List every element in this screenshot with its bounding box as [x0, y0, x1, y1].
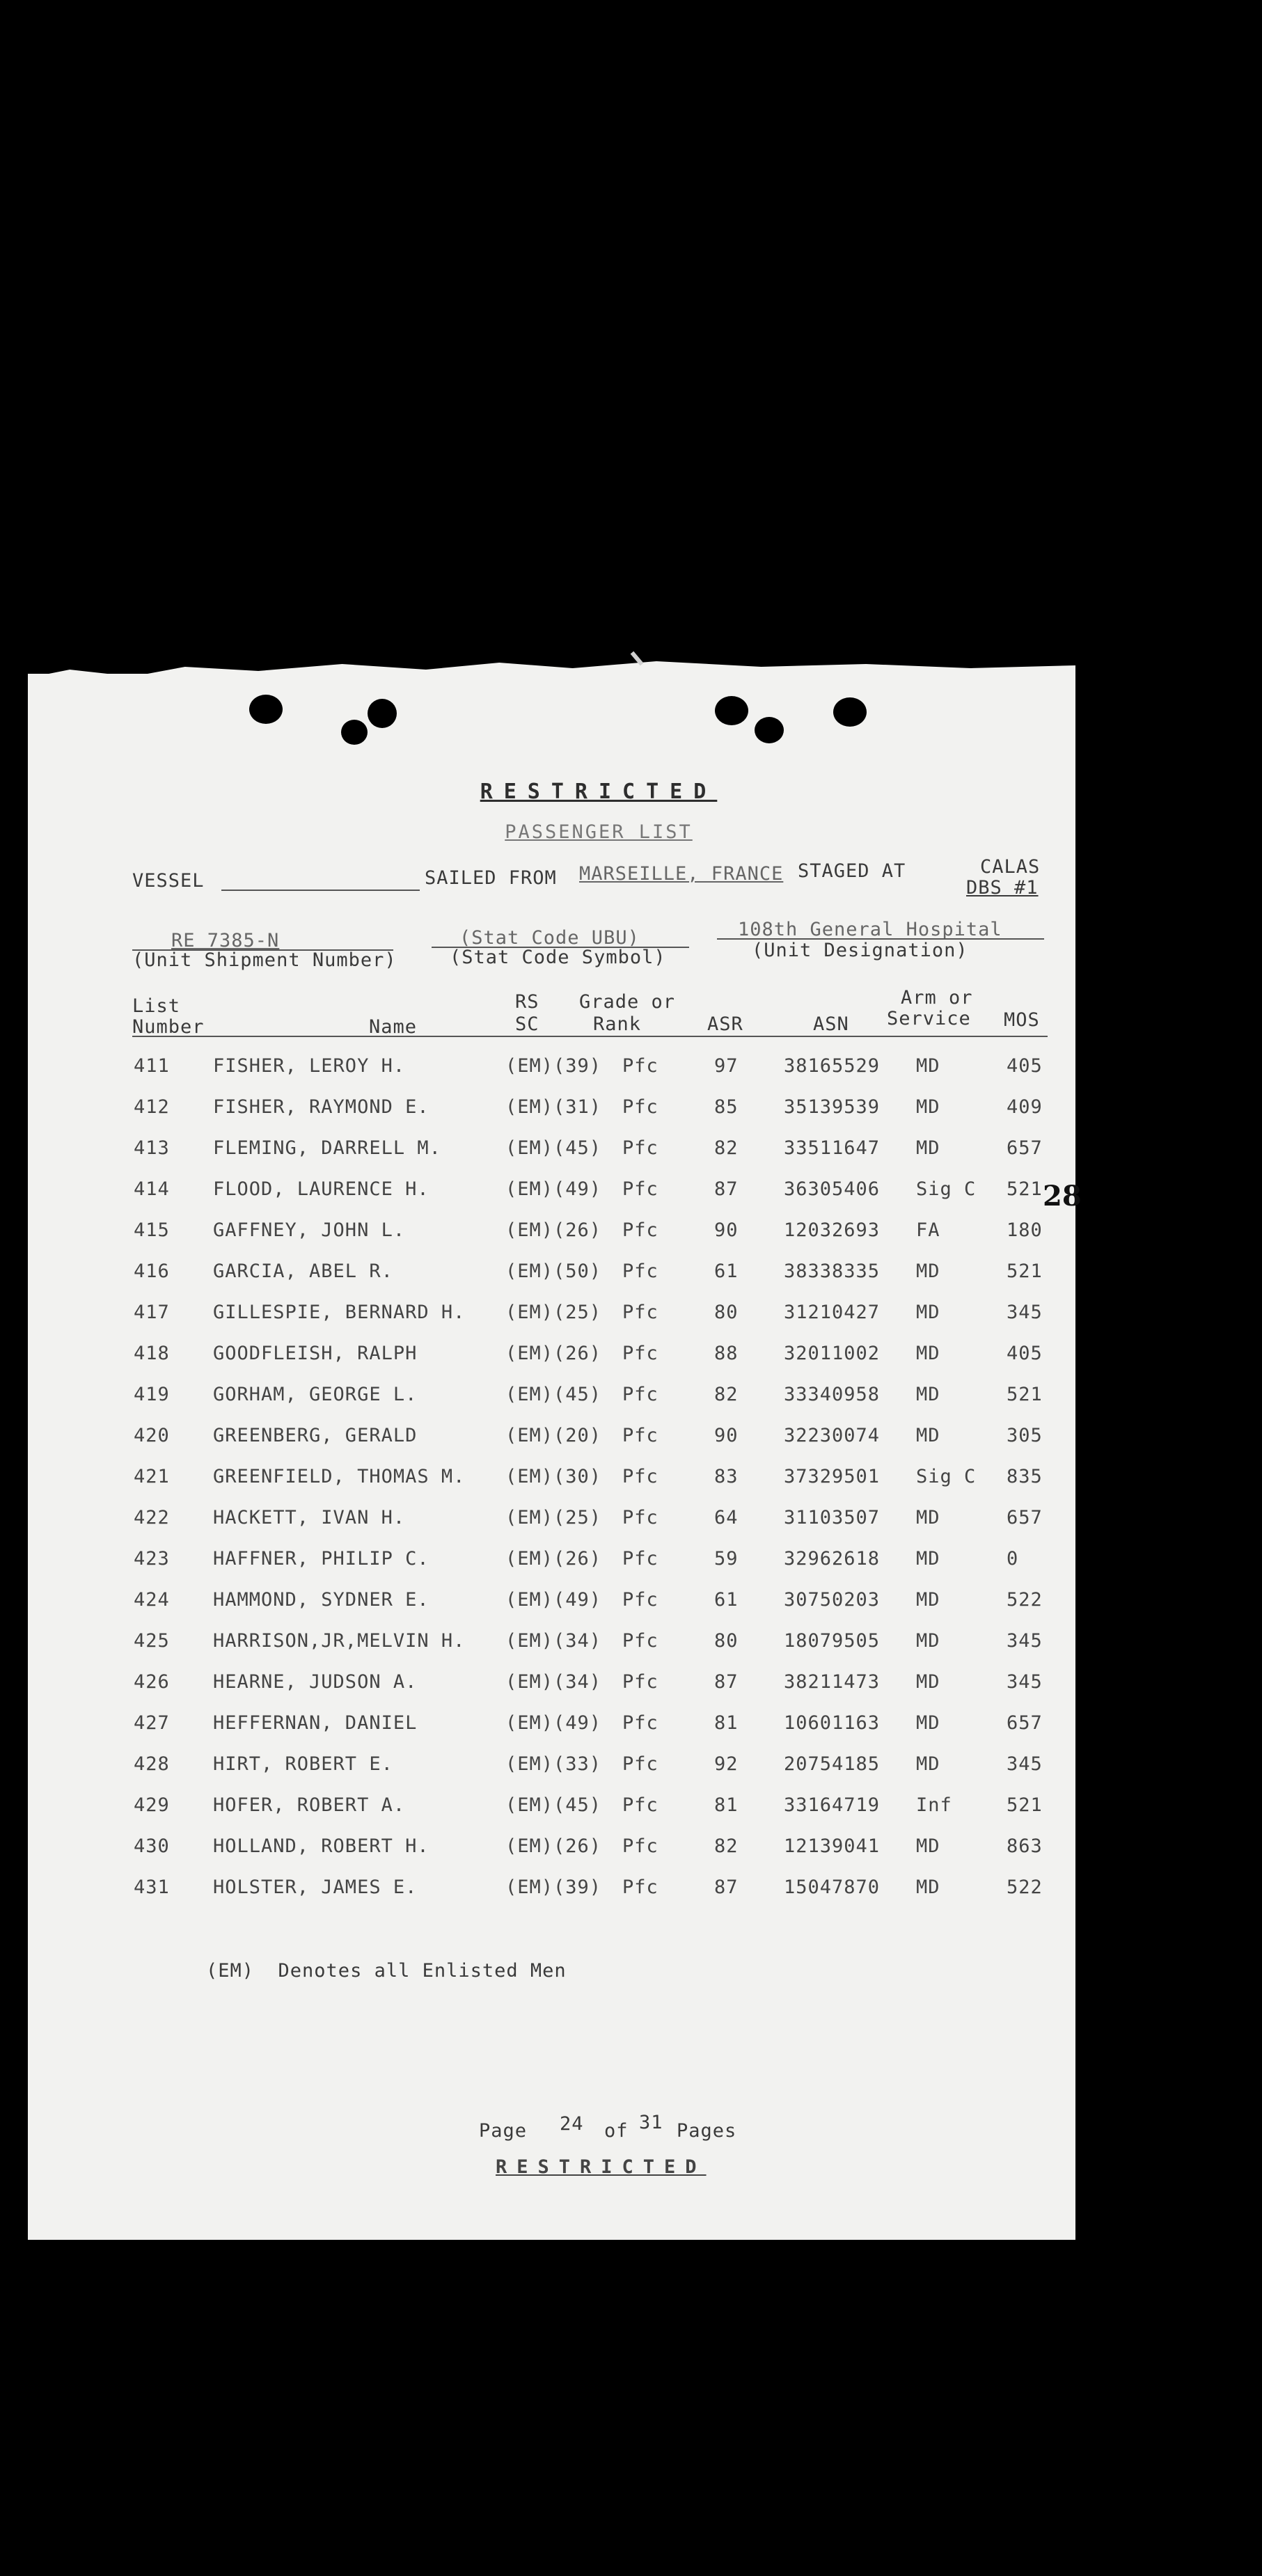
- list-number: 430: [134, 1835, 170, 1857]
- list-number: 414: [134, 1178, 170, 1200]
- table-row: [28, 1835, 1075, 1863]
- table-row: [28, 1384, 1075, 1412]
- list-number: 423: [134, 1548, 170, 1570]
- passenger-name: FISHER, LEROY H.: [213, 1055, 406, 1077]
- footer-restricted: RESTRICTED: [496, 2156, 707, 2178]
- rs-sc: (EM)(49): [505, 1589, 602, 1611]
- passenger-name: HAMMOND, SYDNER E.: [213, 1589, 429, 1611]
- mos: 345: [1007, 1753, 1043, 1775]
- grade: Pfc: [622, 1794, 658, 1816]
- staged-at-value-line2: DBS #1: [966, 877, 1039, 899]
- table-row: [28, 1096, 1075, 1124]
- asn: 10601163: [784, 1712, 881, 1734]
- passenger-name: GARCIA, ABEL R.: [213, 1261, 393, 1282]
- list-number: 419: [134, 1384, 170, 1405]
- asn: 15047870: [784, 1876, 881, 1898]
- list-number: 412: [134, 1096, 170, 1118]
- vessel-label: VESSEL: [132, 870, 205, 892]
- arm-service: MD: [916, 1589, 940, 1611]
- grade: Pfc: [622, 1712, 658, 1734]
- arm-service: FA: [916, 1219, 940, 1241]
- grade: Pfc: [622, 1671, 658, 1693]
- grade: Pfc: [622, 1261, 658, 1282]
- arm-service: MD: [916, 1712, 940, 1734]
- asn: 36305406: [784, 1178, 881, 1200]
- table-row: [28, 1794, 1075, 1822]
- arm-service: MD: [916, 1384, 940, 1405]
- list-number: 429: [134, 1794, 170, 1816]
- table-row: [28, 1055, 1075, 1083]
- rs-sc: (EM)(45): [505, 1794, 602, 1816]
- unit-shipment-number: RE 7385-N: [171, 930, 280, 951]
- arm-service: Sig C: [916, 1178, 977, 1200]
- arm-service: MD: [916, 1055, 940, 1077]
- page-number: 24: [560, 2113, 584, 2135]
- asr: 88: [714, 1343, 739, 1364]
- rs-sc: (EM)(45): [505, 1137, 602, 1159]
- passenger-name: FLEMING, DARRELL M.: [213, 1137, 441, 1159]
- punch-hole: [755, 717, 784, 743]
- list-number: 413: [134, 1137, 170, 1159]
- rs-sc: (EM)(34): [505, 1630, 602, 1652]
- mos: 405: [1007, 1055, 1043, 1077]
- rs-sc: (EM)(33): [505, 1753, 602, 1775]
- asn: 12139041: [784, 1835, 881, 1857]
- col-asn: ASN: [813, 1013, 849, 1035]
- mos: 409: [1007, 1096, 1043, 1118]
- arm-service: MD: [916, 1671, 940, 1693]
- grade: Pfc: [622, 1548, 658, 1570]
- punch-hole: [715, 696, 748, 725]
- mos: 405: [1007, 1343, 1043, 1364]
- asr: 61: [714, 1589, 739, 1611]
- asn: 12032693: [784, 1219, 881, 1241]
- asn: 32011002: [784, 1343, 881, 1364]
- list-number: 421: [134, 1466, 170, 1487]
- asn: 37329501: [784, 1466, 881, 1487]
- rs-sc: (EM)(26): [505, 1219, 602, 1241]
- arm-service: MD: [916, 1343, 940, 1364]
- rs-sc: (EM)(26): [505, 1835, 602, 1857]
- asr: 81: [714, 1712, 739, 1734]
- document-page: [28, 674, 1075, 2240]
- grade: Pfc: [622, 1343, 658, 1364]
- punch-hole: [249, 695, 283, 724]
- total-pages: 31: [639, 2112, 663, 2133]
- list-number: 428: [134, 1753, 170, 1775]
- mos: 521: [1007, 1384, 1043, 1405]
- rs-sc: (EM)(45): [505, 1384, 602, 1405]
- table-row: [28, 1753, 1075, 1781]
- staged-at-label: STAGED AT: [798, 860, 906, 882]
- asr: 92: [714, 1753, 739, 1775]
- stat-code: (Stat Code UBU): [459, 927, 640, 949]
- asr: 64: [714, 1507, 739, 1528]
- arm-service: MD: [916, 1137, 940, 1159]
- arm-service: MD: [916, 1507, 940, 1528]
- page-title: RESTRICTED: [480, 780, 718, 804]
- table-row: [28, 1302, 1075, 1329]
- mos: 835: [1007, 1466, 1043, 1487]
- unit-designation: 108th General Hospital: [738, 919, 1002, 940]
- table-row: [28, 1137, 1075, 1165]
- grade: Pfc: [622, 1384, 658, 1405]
- mos: 657: [1007, 1712, 1043, 1734]
- col-mos: MOS: [1004, 1009, 1040, 1031]
- list-number: 418: [134, 1343, 170, 1364]
- col-name: Name: [369, 1016, 418, 1038]
- list-number: 425: [134, 1630, 170, 1652]
- grade: Pfc: [622, 1630, 658, 1652]
- pages-label: Pages: [677, 2120, 737, 2142]
- col-rs-sc-line1: RS: [515, 991, 539, 1013]
- asn: 33164719: [784, 1794, 881, 1816]
- passenger-name: HOLSTER, JAMES E.: [213, 1876, 418, 1898]
- table-row: [28, 1671, 1075, 1699]
- col-list-number-line2: Number: [132, 1016, 205, 1038]
- vessel-blank: [221, 890, 420, 891]
- passenger-name: FLOOD, LAURENCE H.: [213, 1178, 429, 1200]
- asn: 31103507: [784, 1507, 881, 1528]
- passenger-name: HIRT, ROBERT E.: [213, 1753, 393, 1775]
- list-number: 417: [134, 1302, 170, 1323]
- table-row: [28, 1219, 1075, 1247]
- passenger-name: GILLESPIE, BERNARD H.: [213, 1302, 466, 1323]
- list-number: 431: [134, 1876, 170, 1898]
- grade: Pfc: [622, 1055, 658, 1077]
- asr: 83: [714, 1466, 739, 1487]
- grade: Pfc: [622, 1137, 658, 1159]
- passenger-name: GREENFIELD, THOMAS M.: [213, 1466, 466, 1487]
- passenger-name: GAFFNEY, JOHN L.: [213, 1219, 406, 1241]
- table-row: [28, 1630, 1075, 1658]
- arm-service: Sig C: [916, 1466, 977, 1487]
- arm-service: MD: [916, 1876, 940, 1898]
- list-number: 415: [134, 1219, 170, 1241]
- asn: 18079505: [784, 1630, 881, 1652]
- mos: 522: [1007, 1876, 1043, 1898]
- grade: Pfc: [622, 1219, 658, 1241]
- mos: 345: [1007, 1630, 1043, 1652]
- passenger-name: HEFFERNAN, DANIEL: [213, 1712, 418, 1734]
- rs-sc: (EM)(34): [505, 1671, 602, 1693]
- grade: Pfc: [622, 1425, 658, 1446]
- passenger-name: GORHAM, GEORGE L.: [213, 1384, 418, 1405]
- mos: 345: [1007, 1302, 1043, 1323]
- mos: 521: [1007, 1178, 1043, 1200]
- asn: 38211473: [784, 1671, 881, 1693]
- rs-sc: (EM)(25): [505, 1302, 602, 1323]
- sailed-from-label: SAILED FROM: [425, 867, 557, 889]
- grade: Pfc: [622, 1835, 658, 1857]
- footnote: (EM) Denotes all Enlisted Men: [206, 1960, 567, 1982]
- grade: Pfc: [622, 1096, 658, 1118]
- asr: 85: [714, 1096, 739, 1118]
- mos: 305: [1007, 1425, 1043, 1446]
- rs-sc: (EM)(39): [505, 1876, 602, 1898]
- asn: 38165529: [784, 1055, 881, 1077]
- asr: 90: [714, 1219, 739, 1241]
- rs-sc: (EM)(31): [505, 1096, 602, 1118]
- margin-page-number: 28: [1043, 1180, 1082, 1212]
- table-row: [28, 1507, 1075, 1535]
- rs-sc: (EM)(39): [505, 1055, 602, 1077]
- grade: Pfc: [622, 1302, 658, 1323]
- asr: 82: [714, 1384, 739, 1405]
- passenger-name: HEARNE, JUDSON A.: [213, 1671, 418, 1693]
- passenger-name: GOODFLEISH, RALPH: [213, 1343, 418, 1364]
- asr: 80: [714, 1302, 739, 1323]
- rs-sc: (EM)(49): [505, 1712, 602, 1734]
- punch-hole: [341, 720, 368, 745]
- asn: 32962618: [784, 1548, 881, 1570]
- mos: 521: [1007, 1794, 1043, 1816]
- mos: 345: [1007, 1671, 1043, 1693]
- asr: 82: [714, 1137, 739, 1159]
- asr: 61: [714, 1261, 739, 1282]
- col-grade-line1: Grade or: [579, 991, 676, 1013]
- col-list-number-line1: List: [132, 995, 181, 1017]
- asn: 31210427: [784, 1302, 881, 1323]
- list-number: 427: [134, 1712, 170, 1734]
- passenger-name: HAFFNER, PHILIP C.: [213, 1548, 429, 1570]
- punch-hole: [368, 699, 397, 728]
- grade: Pfc: [622, 1589, 658, 1611]
- list-number: 420: [134, 1425, 170, 1446]
- of-label: of: [604, 2120, 629, 2142]
- staged-at-value-line1: CALAS: [980, 856, 1041, 878]
- mos: 863: [1007, 1835, 1043, 1857]
- arm-service: MD: [916, 1302, 940, 1323]
- passenger-name: HOLLAND, ROBERT H.: [213, 1835, 429, 1857]
- asn: 35139539: [784, 1096, 881, 1118]
- arm-service: Inf: [916, 1794, 952, 1816]
- grade: Pfc: [622, 1178, 658, 1200]
- arm-service: MD: [916, 1425, 940, 1446]
- arm-service: MD: [916, 1548, 940, 1570]
- grade: Pfc: [622, 1753, 658, 1775]
- arm-service: MD: [916, 1261, 940, 1282]
- arm-service: MD: [916, 1630, 940, 1652]
- asr: 87: [714, 1876, 739, 1898]
- asn: 32230074: [784, 1425, 881, 1446]
- list-number: 426: [134, 1671, 170, 1693]
- mos: 657: [1007, 1507, 1043, 1528]
- mos: 657: [1007, 1137, 1043, 1159]
- asr: 87: [714, 1178, 739, 1200]
- arm-service: MD: [916, 1835, 940, 1857]
- list-number: 416: [134, 1261, 170, 1282]
- sailed-from-value: MARSEILLE, FRANCE: [579, 863, 784, 885]
- asr: 87: [714, 1671, 739, 1693]
- rs-sc: (EM)(49): [505, 1178, 602, 1200]
- grade: Pfc: [622, 1507, 658, 1528]
- punch-hole: [833, 697, 867, 727]
- asr: 82: [714, 1835, 739, 1857]
- arm-service: MD: [916, 1096, 940, 1118]
- passenger-name: GREENBERG, GERALD: [213, 1425, 418, 1446]
- grade: Pfc: [622, 1876, 658, 1898]
- asr: 81: [714, 1794, 739, 1816]
- asr: 59: [714, 1548, 739, 1570]
- asr: 80: [714, 1630, 739, 1652]
- mos: 180: [1007, 1219, 1043, 1241]
- stat-code-caption: (Stat Code Symbol): [450, 947, 666, 968]
- asn: 38338335: [784, 1261, 881, 1282]
- table-row: [28, 1343, 1075, 1370]
- rs-sc: (EM)(30): [505, 1466, 602, 1487]
- unit-designation-caption: (Unit Designation): [752, 940, 968, 961]
- page-label: Page: [479, 2120, 528, 2142]
- rs-sc: (EM)(26): [505, 1343, 602, 1364]
- list-number: 422: [134, 1507, 170, 1528]
- page-subtitle: PASSENGER LIST: [505, 821, 693, 843]
- table-row: [28, 1466, 1075, 1494]
- mos: 0: [1007, 1548, 1019, 1570]
- col-asr: ASR: [707, 1013, 743, 1035]
- table-row: [28, 1548, 1075, 1576]
- asn: 30750203: [784, 1589, 881, 1611]
- grade: Pfc: [622, 1466, 658, 1487]
- table-row: [28, 1876, 1075, 1904]
- mos: 521: [1007, 1261, 1043, 1282]
- arm-service: MD: [916, 1753, 940, 1775]
- asr: 97: [714, 1055, 739, 1077]
- col-rs-sc-line2: SC: [515, 1013, 539, 1035]
- mos: 522: [1007, 1589, 1043, 1611]
- rs-sc: (EM)(25): [505, 1507, 602, 1528]
- table-row: [28, 1589, 1075, 1617]
- asn: 33340958: [784, 1384, 881, 1405]
- rs-sc: (EM)(20): [505, 1425, 602, 1446]
- passenger-name: HACKETT, IVAN H.: [213, 1507, 406, 1528]
- rs-sc: (EM)(26): [505, 1548, 602, 1570]
- col-arm-line1: Arm or: [901, 987, 973, 1009]
- rs-sc: (EM)(50): [505, 1261, 602, 1282]
- table-row: [28, 1425, 1075, 1453]
- asn: 33511647: [784, 1137, 881, 1159]
- unit-shipment-caption: (Unit Shipment Number): [132, 949, 397, 971]
- table-row: [28, 1178, 1075, 1206]
- asn: 20754185: [784, 1753, 881, 1775]
- list-number: 411: [134, 1055, 170, 1077]
- col-grade-line2: Rank: [593, 1013, 642, 1035]
- list-number: 424: [134, 1589, 170, 1611]
- asr: 90: [714, 1425, 739, 1446]
- passenger-name: FISHER, RAYMOND E.: [213, 1096, 429, 1118]
- col-arm-line2: Service: [887, 1008, 971, 1029]
- table-row: [28, 1261, 1075, 1288]
- header-rule: [132, 1036, 1048, 1037]
- passenger-name: HARRISON,JR,MELVIN H.: [213, 1630, 466, 1652]
- passenger-name: HOFER, ROBERT A.: [213, 1794, 406, 1816]
- table-row: [28, 1712, 1075, 1740]
